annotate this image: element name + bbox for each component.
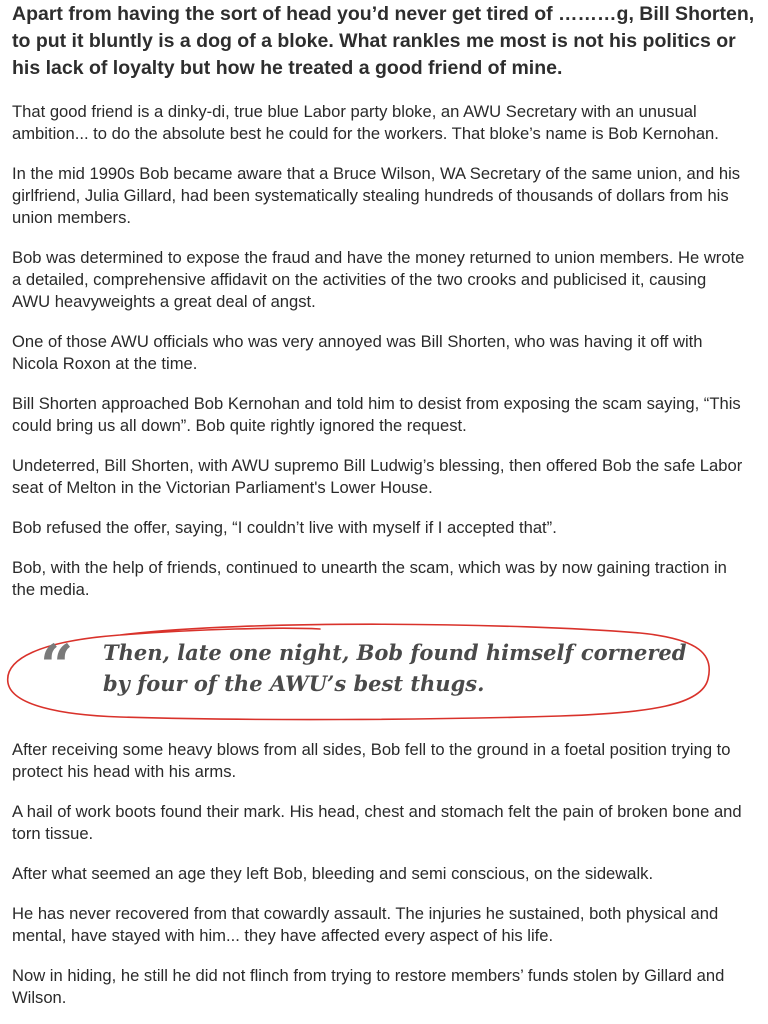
article-paragraph: Bob, with the help of friends, continued to unearth the scam, which was by now gaining traction in the media.: [12, 558, 727, 599]
pullquote-text: Then, late one night, Bob found himself cornered by four of the AWU’s best thugs.: [103, 640, 687, 696]
article-paragraph: He has never recovered from that cowardly assault. The injuries he sustained, both physical and mental, have stayed with him... they have affected every aspect of his life.: [12, 904, 719, 945]
article-paragraph: Bob was determined to expose the fraud and have the money returned to union members. He wrote a detailed, comprehensive affidavit on the activities of the two crooks and publicised it, causing AWU heavyweights a great deal of angst.: [12, 248, 745, 311]
article-paragraph: In the mid 1990s Bob became aware that a Bruce Wilson, WA Secretary of the same union, and his girlfriend, Julia Gillard, had been systematically stealing hundreds of thousands of dollars from his union members.: [12, 164, 741, 227]
article-paragraph: That good friend is a dinky-di, true blue Labor party bloke, an AWU Secretary with an unusual ambition... to do the absolute best he could for the workers. That bloke’s name is Bob Kernohan.: [12, 102, 719, 143]
article-paragraph: Now in hiding, he still he did not flinch from trying to restore members’ funds stolen by Gillard and Wilson.: [12, 966, 725, 1007]
quote-mark-icon: “: [40, 632, 74, 700]
article-paragraph: After receiving some heavy blows from all sides, Bob fell to the ground in a foetal position trying to protect his head with his arms.: [12, 740, 731, 781]
article-paragraph: After what seemed an age they left Bob, bleeding and semi conscious, on the sidewalk.: [12, 864, 654, 883]
article-lede: [12, 1, 768, 82]
article-paragraph: A hail of work boots found their mark. His head, chest and stomach felt the pain of broken bone and torn tissue.: [12, 802, 742, 843]
article-paragraph: Bill Shorten approached Bob Kernohan and told him to desist from exposing the scam saying, “This could bring us all down”. Bob quite rightly ignored the request.: [12, 394, 741, 435]
article-paragraph: Undeterred, Bill Shorten, with AWU supremo Bill Ludwig’s blessing, then offered Bob the safe Labor seat of Melton in the Victorian Parliament's Lower House.: [12, 456, 743, 497]
article-paragraph: Bob refused the offer, saying, “I couldn’t live with myself if I accepted that”.: [12, 518, 557, 537]
article-body: [12, 0, 768, 1009]
article-paragraph: One of those AWU officials who was very annoyed was Bill Shorten, who was having it off with Nicola Roxon at the time.: [12, 332, 703, 373]
lede-line: his lack of loyalty but how he treated a good friend of mine.: [12, 57, 563, 79]
lede-line: Apart from having the sort of head you’d never get tired of ………g, Bill Shorten,: [12, 3, 755, 25]
pullquote: [0, 621, 720, 725]
lede-line: to put it bluntly is a dog of a bloke. What rankles me most is not his politics or: [12, 30, 736, 52]
